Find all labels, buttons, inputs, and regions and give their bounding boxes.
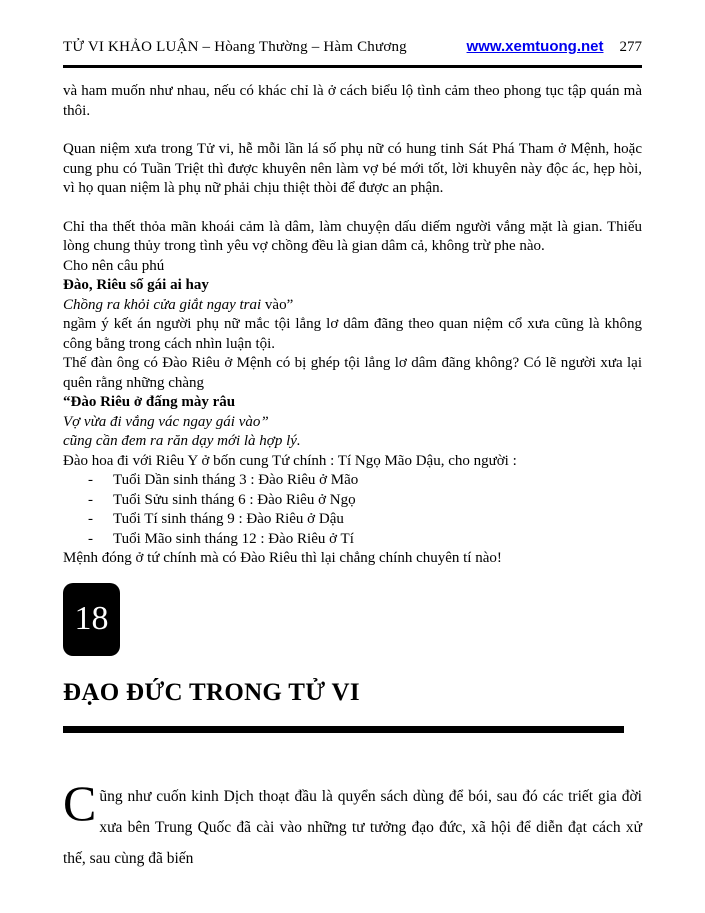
chapter-title: ĐẠO ĐỨC TRONG TỬ VI [63,678,360,706]
list-dash: - [88,472,93,488]
list-dash: - [88,491,93,508]
list-item-text: Tuổi Tí sinh tháng 9 : Đào Riêu ở Dậu [113,511,344,527]
header-right [467,38,642,56]
running-title: TỬ VI KHẢO LUẬN – Hòang Thường – Hàm Chương [63,39,407,55]
text-line: Đào, Riêu số gái ai hay [63,277,209,293]
header-rule [63,65,642,68]
website-link[interactable]: www.xemtuong.net [466,38,604,55]
paragraph: Thế đàn ông có Đào Riêu ở Mệnh có bị ghép tội lẳng lơ dâm đãng không? Có lẽ người xưa lại quên rằng những chàng [63,355,642,391]
list-item [63,510,642,530]
text-line [63,296,642,316]
drop-cap: C [63,774,97,831]
list-item-text: Tuổi Dần sinh tháng 3 : Đào Riêu ở Mão [113,472,359,488]
paragraph: ngầm ý kết án người phụ nữ mắc tội lẳng lơ dâm đãng theo quan niệm cổ xưa cũng là không công bằng trong cách nhìn luận tội. [63,316,642,352]
body-text [63,82,642,569]
text-segment: Chồng ra khỏi cửa giắt ngay trai [63,296,262,313]
list-dash: - [88,511,93,527]
text-segment: vào” [261,296,294,313]
chapter-rule [63,726,624,733]
text-line: Vợ vừa đi vắng vác ngay gái vào” [63,413,269,430]
list-item [63,471,642,491]
paragraph: và ham muốn như nhau, nếu có khác chỉ là ở cách biểu lộ tình cảm theo phong tục tập quán mà thôi. [63,83,642,119]
list-item-text: Tuổi Sửu sinh tháng 6 : Đào Riêu ở Ngọ [113,491,356,508]
chapter-number-badge [63,583,120,656]
page-number: 277 [619,39,642,55]
list-item-text: Tuổi Mão sinh tháng 12 : Đào Riêu ở Tí [113,530,354,547]
text-line: Cho nên câu phú [63,257,165,274]
chapter-heading [63,583,642,733]
list-item [63,530,642,550]
text-line: “Đào Riêu ở đấng mày râu [63,394,236,410]
text-line: Đào hoa đi với Riêu Y ở bốn cung Tứ chính : Tí Ngọ Mão Dậu, cho người : [63,452,517,469]
list-item [63,491,642,511]
list-dash: - [88,530,93,547]
page-header [63,38,642,56]
text-line: Mệnh đóng ở tứ chính mà có Đào Riêu thì lại chẳng chính chuyên tí nào! [63,550,502,566]
paragraph: Chỉ tha thết thỏa mãn khoái cảm là dâm, làm chuyện dấu diếm người vắng mặt là gian. Thiếu lòng chung thủy trong tình yêu vợ chồng đều là gian dâm cả, không trừ phe nào. [63,218,642,254]
intro-paragraph [63,774,642,874]
text-line: cũng cần đem ra răn dạy mới là hợp lý. [63,433,301,449]
paragraph: Quan niệm xưa trong Tử vi, hễ mỗi lần lá số phụ nữ có hung tinh Sát Phá Tham ở Mệnh, hoặc cung phu có Tuần Triệt thì được khuyên nên làm vợ bé mới tốt, lời khuyên này độc ác, hẹp hòi, vì họ quan niệm là phụ nữ phải chịu thiệt thòi để được an phận. [63,141,642,196]
chapter-number: 18 [74,600,109,637]
intro-text: ũng như cuốn kinh Dịch thoạt đầu là quyển sách dùng để bói, sau đó các triết gia đời xưa bên Trung Quốc đã cài vào những tư tưởng đạo đức, xã hội để diễn đạt cách xử thế, sau cùng đã biến [63,787,642,867]
